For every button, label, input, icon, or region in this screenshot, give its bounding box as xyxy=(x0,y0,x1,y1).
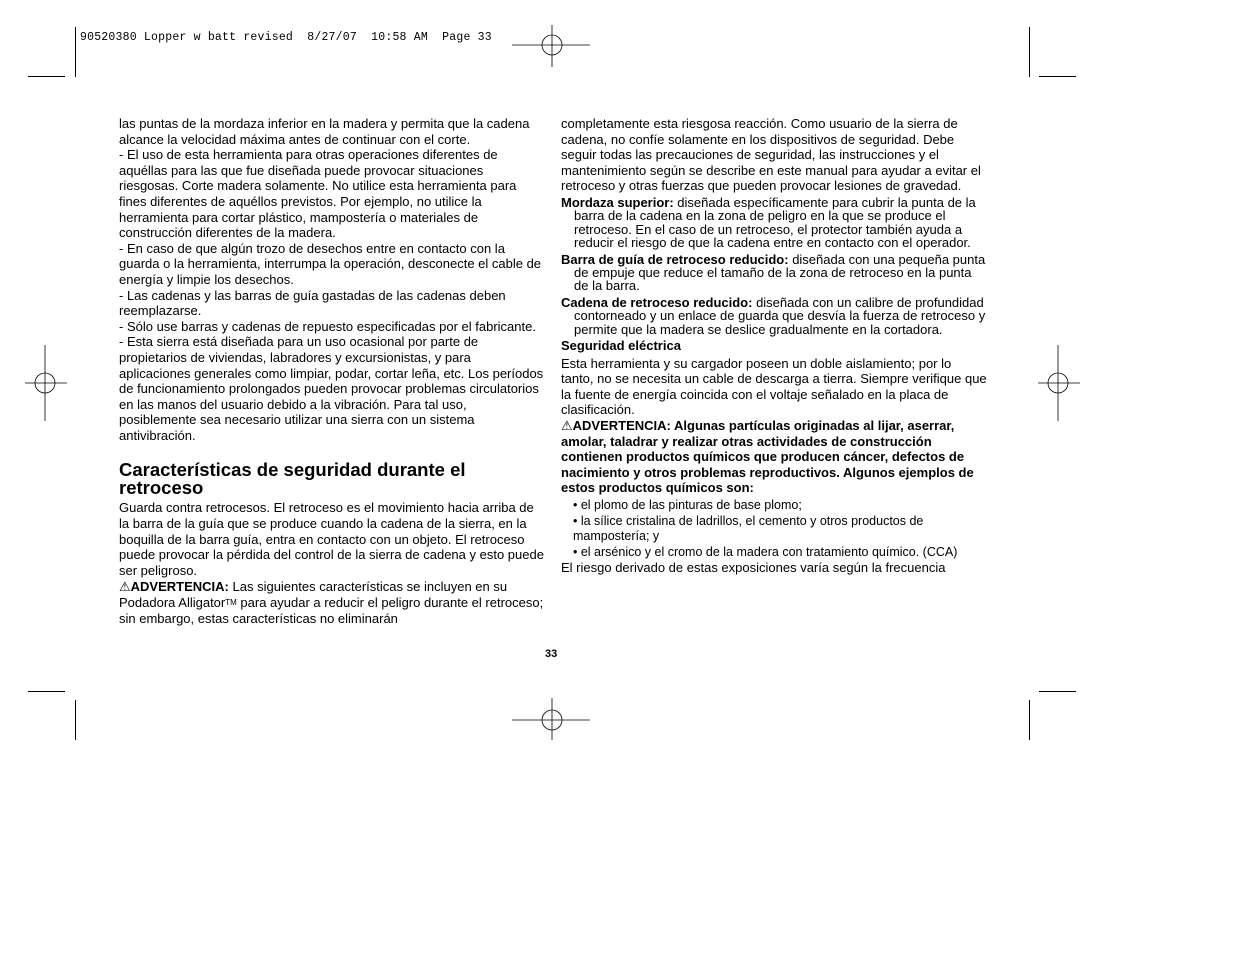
list-item: - El uso de esta herramienta para otras operaciones diferentes de aquéllas para las que fue diseñada puede provocar situaciones riesgosas. Corte madera solamente. No utilice esta herramienta para fines diferentes de aquéllos previstos. Por ejemplo, no utilice la herramienta para cortar plástico, mampostería o materiales de construcción diferentes de la madera. xyxy=(119,147,517,241)
term-label: Cadena de retroceso reducido: xyxy=(561,294,753,310)
crop-mark xyxy=(75,700,76,740)
registration-mark-bottom xyxy=(512,698,592,742)
term-label: Barra de guía de retroceso reducido: xyxy=(561,251,789,267)
right-column xyxy=(561,116,987,576)
left-column xyxy=(119,116,545,626)
subheading: Seguridad eléctrica xyxy=(561,338,681,354)
paragraph-intro: las puntas de la mordaza inferior en la madera y permita que la cadena alcance la velocidad máxima antes de continuar con el corte. xyxy=(119,116,530,147)
list-item: - En caso de que algún trozo de desechos entre en contacto con la guarda o la herramienta, interrumpa la operación, desconecte el cable de energía y limpie los desechos. xyxy=(119,240,542,287)
warning-paragraph xyxy=(561,418,987,496)
term-text: diseñada con una pequeña punta de empuje que reduce el tamaño de la zona de retroceso en la punta de la barra. xyxy=(574,251,986,294)
crop-mark xyxy=(28,691,65,692)
bullet-item: • el arsénico y el cromo de la madera con tratamiento químico. (CCA) xyxy=(573,544,958,559)
warning-icon: ⚠ xyxy=(561,418,573,433)
registration-mark-left xyxy=(25,345,69,423)
paragraph-intro: completamente esta riesgosa reacción. Como usuario de la sierra de cadena, no confíe solamente en los dispositivos de seguridad. Debe seguir todas las precauciones de seguridad, las instrucciones y el mantenimiento según se describe en este manual para ayudar a evitar el retroceso y otras fuerzas que pueden provocar lesiones de gravedad. xyxy=(561,116,981,194)
warning-label: ADVERTENCIA: xyxy=(130,579,229,595)
warning-icon: ⚠ xyxy=(119,579,131,595)
list-item: - Sólo use barras y cadenas de repuesto especificadas por el fabricante. xyxy=(119,318,536,334)
crop-mark xyxy=(1029,27,1030,77)
crop-mark xyxy=(1039,691,1076,692)
list-item: - Las cadenas y las barras de guía gastadas de las cadenas deben reemplazarse. xyxy=(119,287,506,319)
term-label: Mordaza superior: xyxy=(561,194,674,210)
warning-text: Las siguientes características se incluyen en su Podadora Alligator xyxy=(119,579,508,611)
term-text: diseñada con un calibre de profundidad contorneado y un enlace de guarda que desvía la fuerza de retroceso y permite que la madera se deslice gradualmente en la cortadora. xyxy=(574,294,986,337)
definition-term xyxy=(561,196,987,250)
term-text: diseñada específicamente para cubrir la punta de la barra de la cadena en la zona de peligro en la que se produce el retroceso. En el caso de un retroceso, el protector también ayuda a reducir el riesgo de que la cadena entre en contacto con el operador. xyxy=(574,194,976,251)
registration-mark-right xyxy=(1036,345,1080,423)
crop-mark xyxy=(28,76,65,77)
warning-text: ADVERTENCIA: Algunas partículas originadas al lijar, aserrar, amolar, taladrar y realizar otras actividades de construcción contienen productos químicos que producen cáncer, defectos de nacimiento y otros problemas reproductivos. Algunos ejemplos de estos productos químicos son: xyxy=(561,418,974,496)
warning-paragraph xyxy=(119,579,545,626)
crop-mark xyxy=(1029,700,1030,740)
registration-mark-top xyxy=(512,25,592,69)
warning-text: para ayudar a reducir el peligro durante el retroceso; sin embargo, estas características no eliminarán xyxy=(119,595,544,626)
print-slug: 90520380 Lopper w batt revised 8/27/07 10:58 AM Page 33 xyxy=(80,31,492,44)
definition-term xyxy=(561,296,987,336)
page-number: 33 xyxy=(545,648,558,660)
crop-mark xyxy=(1039,76,1076,77)
trademark: TM xyxy=(225,598,237,608)
paragraph-closing: El riesgo derivado de estas exposiciones varía según la frecuencia xyxy=(561,560,946,576)
bullet-item: • la sílice cristalina de ladrillos, el cemento y otros productos de mampostería; y xyxy=(573,513,924,544)
crop-mark xyxy=(75,27,76,77)
paragraph-kickback: Guarda contra retrocesos. El retroceso es el movimiento hacia arriba de la barra de la guía que se produce cuando la cadena de la sierra, en la boquilla de la barra guía, entra en contacto con un objeto. El retroceso puede provocar la pérdida del control de la sierra de cadena y esto puede ser peligroso. xyxy=(119,500,544,578)
list-item: - Esta sierra está diseñada para un uso ocasional por parte de propietarios de viviendas, labradores y excursionistas, y para aplicaciones generales como limpiar, podar, cortar leña, etc. Los períodos de funcionamiento prolongados pueden provocar problemas circulatorios en las manos del usuario debido a la vibración. Para tal uso, posiblemente sea necesario utilizar una sierra con un sistema antivibración. xyxy=(119,334,544,443)
definition-term xyxy=(561,253,987,293)
bullet-item: • el plomo de las pinturas de base plomo; xyxy=(573,497,802,512)
paragraph-electric: Esta herramienta y su cargador poseen un doble aislamiento; por lo tanto, no se necesita un cable de descarga a tierra. Siempre verifique que la fuente de energía coincida con el voltaje señalado en la placa de clasificación. xyxy=(561,355,987,418)
section-heading: Características de seguridad durante el retroceso xyxy=(119,459,466,499)
